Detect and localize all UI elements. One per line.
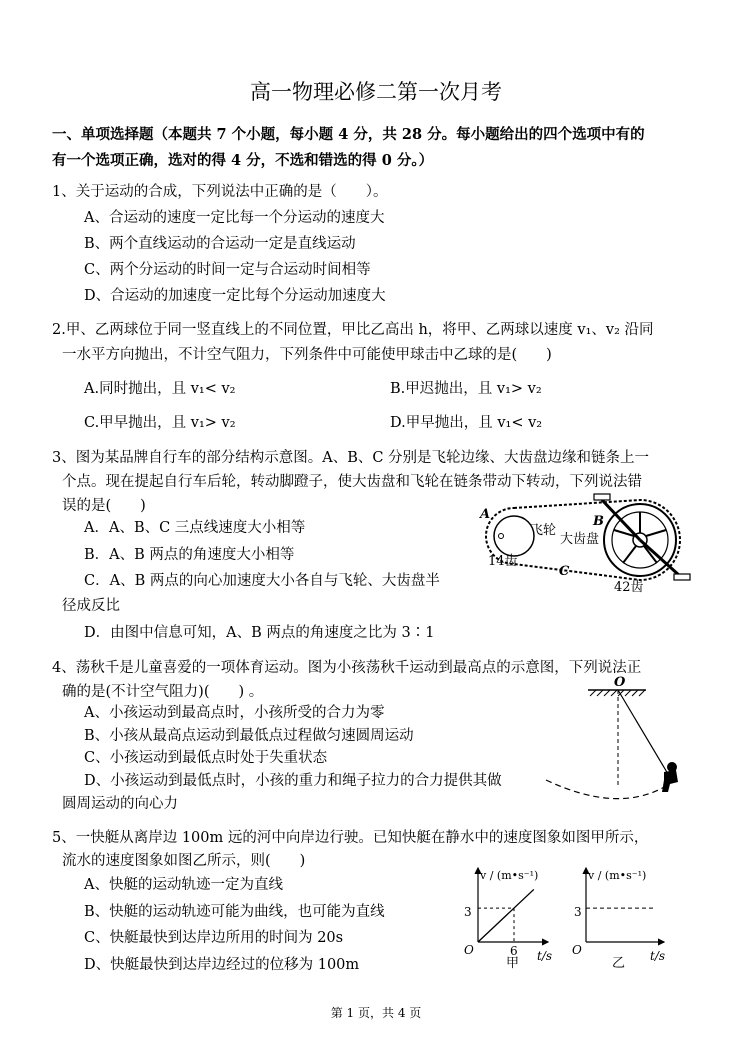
label-flywheel: 飞轮	[530, 523, 557, 538]
jia-xlabel: t/s	[537, 949, 553, 963]
swing-rope	[618, 690, 668, 774]
q2-stem-line2: 一水平方向抛出，不计空气阻力，下列条件中可能使甲球击中乙球的是( )	[62, 347, 552, 363]
section-header-line2: 有一个选项正确，选对的得 4 分，不选和错选的得 0 分。）	[52, 152, 434, 169]
pedal-top	[594, 494, 610, 500]
section-header-line1: 一、单项选择题（本题共 7 个小题，每小题 4 分，共 28 分。每小题给出的四个选项中有的	[52, 126, 645, 143]
graph-jia	[464, 868, 552, 971]
label-teeth-small: 14齿	[488, 554, 518, 569]
q5-stem-line2: 流水的速度图象如图乙所示，则( )	[62, 853, 306, 869]
q3-option-a: A．A、B、C 三点线速度大小相等	[84, 520, 306, 536]
pivot-label: O	[614, 676, 626, 690]
page-title: 高一物理必修二第一次月考	[250, 80, 502, 104]
pedal-bottom	[674, 574, 690, 580]
q4-stem-line1: 4、荡秋千是儿童喜爱的一项体育运动。图为小孩荡秋千运动到最高点的示意图，下列说法正	[52, 660, 642, 676]
q1-stem: 1、关于运动的合成，下列说法中正确的是（ ）。	[52, 184, 388, 200]
q3-stem-line1: 3、图为某品牌自行车的部分结构示意图。A、B、C 分别是飞轮边缘、大齿盘边缘和链条上一	[52, 450, 650, 466]
q4-option-c: C、小孩运动到最低点时处于失重状态	[84, 750, 328, 766]
q1-option-a: A、合运动的速度一定比每一个分运动的速度大	[84, 210, 385, 226]
graph-yi	[572, 868, 665, 971]
jia-series-line	[478, 889, 534, 942]
q5-option-c: C、快艇最快到达岸边所用的时间为 20s	[84, 930, 344, 946]
q5-option-a: A、快艇的运动轨迹一定为直线	[84, 877, 283, 893]
child-figure	[662, 762, 678, 792]
swing-arc	[546, 780, 666, 799]
q3-option-b: B．A、B 两点的角速度大小相等	[84, 547, 295, 563]
label-a: A	[480, 507, 491, 522]
flywheel-gear	[494, 516, 534, 556]
q1-option-d: D、合运动的加速度一定比每个分运动加速度大	[84, 288, 386, 304]
q2-option-d: D.甲早抛出，且 v₁< v₂	[390, 415, 543, 431]
q4-option-d-line2: 圆周运动的向心力	[62, 796, 178, 812]
q2-option-a: A.同时抛出，且 v₁< v₂	[84, 381, 236, 397]
label-chainring: 大齿盘	[560, 532, 600, 547]
yi-title: 乙	[612, 956, 626, 971]
q1-option-b: B、两个直线运动的合运动一定是直线运动	[84, 236, 356, 252]
q5-option-d: D、快艇最快到达岸边经过的位移为 100m	[84, 957, 360, 973]
q4-option-a: A、小孩运动到最高点时，小孩所受的合力为零	[84, 705, 385, 721]
q3-option-c-line1: C．A、B 两点的向心加速度大小各自与飞轮、大齿盘半	[84, 573, 440, 589]
jia-ytick: 3	[464, 905, 472, 919]
crank-arm-top	[602, 500, 640, 540]
velocity-graphs	[454, 862, 690, 974]
yi-ytick: 3	[574, 905, 582, 919]
q4-option-b: B、小孩从最高点运动到最低点过程做匀速圆周运动	[84, 728, 414, 744]
q3-stem-line2: 个点。现在提起自行车后轮，转动脚蹬子，使大齿盘和飞轮在链条带动下转动，下列说法错	[62, 474, 642, 490]
jia-title: 甲	[506, 956, 520, 971]
jia-origin: O	[464, 943, 474, 957]
yi-xlabel: t/s	[650, 949, 666, 963]
q3-stem-line3: 误的是( )	[62, 498, 146, 514]
jia-xtick: 6	[510, 944, 518, 958]
q4-stem-line2: 确的是(不计空气阻力)( ) 。	[62, 684, 264, 700]
q5-option-b: B、快艇的运动轨迹可能为曲线，也可能为直线	[84, 904, 385, 920]
q3-option-c-line2: 径成反比	[62, 598, 120, 614]
q2-option-b: B.甲迟抛出，且 v₁> v₂	[390, 381, 542, 397]
q4-option-d-line1: D、小孩运动到最低点时，小孩的重力和绳子拉力的合力提供其做	[84, 773, 502, 789]
q5-stem-line1: 5、一快艇从离岸边 100m 远的河中向岸边行驶。已知快艇在静水中的速度图象如图甲所示，	[52, 830, 649, 846]
label-teeth-big: 42齿	[614, 580, 644, 595]
q2-stem-line1: 2.甲、乙两球位于同一竖直线上的不同位置，甲比乙高出 h，将甲、乙两球以速度 v₁、v₂ 沿同	[52, 322, 654, 338]
swing-figure	[540, 676, 710, 802]
yi-ylabel: v / (m•s⁻¹)	[588, 869, 647, 882]
bicycle-chain-figure	[474, 490, 714, 602]
jia-ylabel: v / (m•s⁻¹)	[480, 869, 539, 882]
q3-option-d: D．由图中信息可知，A、B 两点的角速度之比为 3∶1	[84, 625, 435, 641]
yi-origin: O	[572, 943, 582, 957]
label-c: C	[559, 564, 570, 579]
q2-option-c: C.甲早抛出，且 v₁> v₂	[84, 415, 236, 431]
flywheel-hub	[499, 534, 504, 539]
page-footer: 第 1 页，共 4 页	[330, 1006, 422, 1020]
label-b: B	[593, 514, 604, 529]
q1-option-c: C、两个分运动的时间一定与合运动时间相等	[84, 262, 371, 278]
